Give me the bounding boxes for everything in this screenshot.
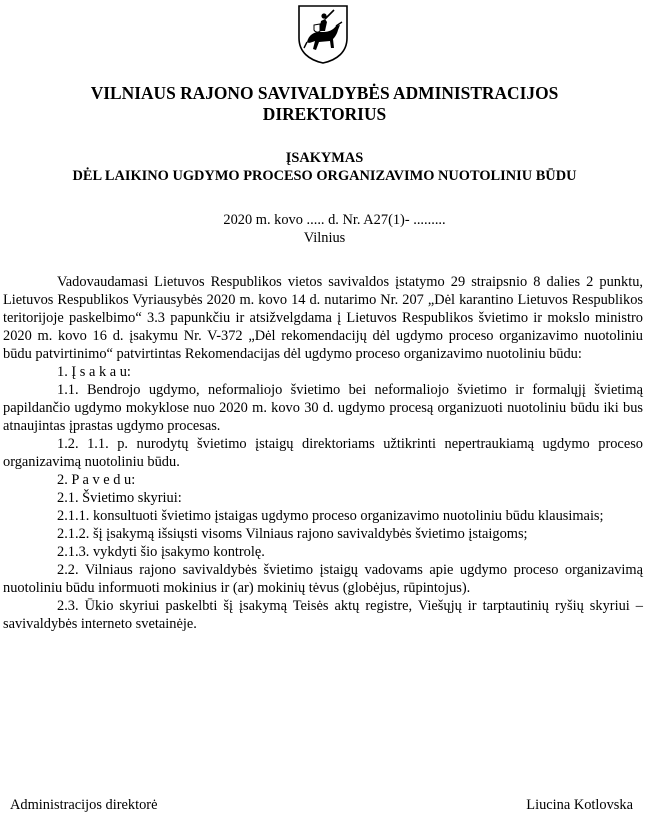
paragraph-2-3: 2.3. Ūkio skyriui paskelbti šį įsakymą Teisės aktų registre, Viešųjų ir tarptautinių ryšių skyriui – savivaldybės interneto svetainėje.: [3, 598, 643, 632]
paragraph-2-1-2: 2.1.2. šį įsakymą išsiųsti visoms Vilniaus rajono savivaldybės švietimo įstaigoms;: [57, 526, 528, 542]
paragraph-1-1: 1.1. Bendrojo ugdymo, neformaliojo švietimo bei neformaliojo švietimo ir formalųjį švietimą papildančio ugdymo mokyklose nuo 2020 m. kovo 30 d. ugdymo procesą organizuoti nuotoliniu būdu iki bus atnaujintas įprastas ugdymo procesas.: [3, 382, 643, 434]
section-2-label: 2. P a v e d u:: [57, 472, 136, 488]
paragraph-1-2: 1.2. 1.1. p. nurodytų švietimo įstaigų direktoriams užtikrinti nepertraukiamą ugdymo proceso organizavimą nuotoliniu būdu.: [3, 436, 643, 470]
vytis-coat-of-arms-icon: [297, 4, 349, 64]
organization-line-2: DIREKTORIUS: [262, 104, 387, 124]
signature-name: Liucina Kotlovska: [526, 797, 633, 813]
signature-position: Administracijos direktorė: [10, 797, 158, 813]
place: Vilnius: [303, 230, 346, 246]
document-subject: DĖL LAIKINO UGDYMO PROCESO ORGANIZAVIMO NUOTOLINIU BŪDU: [72, 168, 577, 184]
order-title: [0, 149, 649, 185]
document-type: ĮSAKYMAS: [285, 150, 364, 166]
date-number: 2020 m. kovo ..... d. Nr. A27(1)- .........: [223, 212, 446, 228]
paragraph-2-1-3: 2.1.3. vykdyti šio įsakymo kontrolę.: [57, 544, 265, 560]
organization-title: [0, 83, 649, 125]
paragraph-2-2: 2.2. Vilniaus rajono savivaldybės švietimo įstaigų vadovams apie ugdymo proceso organizavimą nuotoliniu būdu informuoti mokinius ir (ar) mokinių tėvus (globėjus, rūpintojus).: [3, 562, 643, 596]
paragraph-2-1: 2.1. Švietimo skyriui:: [57, 490, 182, 506]
section-1-label: 1. Į s a k a u:: [57, 364, 131, 380]
document-meta: [0, 211, 649, 247]
document-body: [3, 273, 643, 633]
preamble-paragraph: Vadovaudamasi Lietuvos Respublikos vietos savivaldos įstatymo 29 straipsnio 8 dalies 2 punktu, Lietuvos Respublikos Vyriausybės 2020 m. kovo 14 d. nutarimo Nr. 207 „Dėl karantino Lietuvos Respublikos teritorijoje paskelbimo“ 3.3 papunkčiu ir atsižvelgdama į Lietuvos Respublikos švietimo ir mokslo ministro 2020 m. kovo 16 d. įsakymu Nr. V-372 „Dėl rekomendacijų dėl ugdymo proceso organizavimo nuotoliniu būdu patvirtinimo“ patvirtintas Rekomendacijas dėl ugdymo proceso organizavimo nuotoliniu būdu:: [3, 274, 643, 362]
organization-line-1: VILNIAUS RAJONO SAVIVALDYBĖS ADMINISTRACIJOS: [90, 83, 559, 103]
paragraph-2-1-1: 2.1.1. konsultuoti švietimo įstaigas ugdymo proceso organizavimo nuotoliniu būdu klausimais;: [57, 508, 604, 524]
